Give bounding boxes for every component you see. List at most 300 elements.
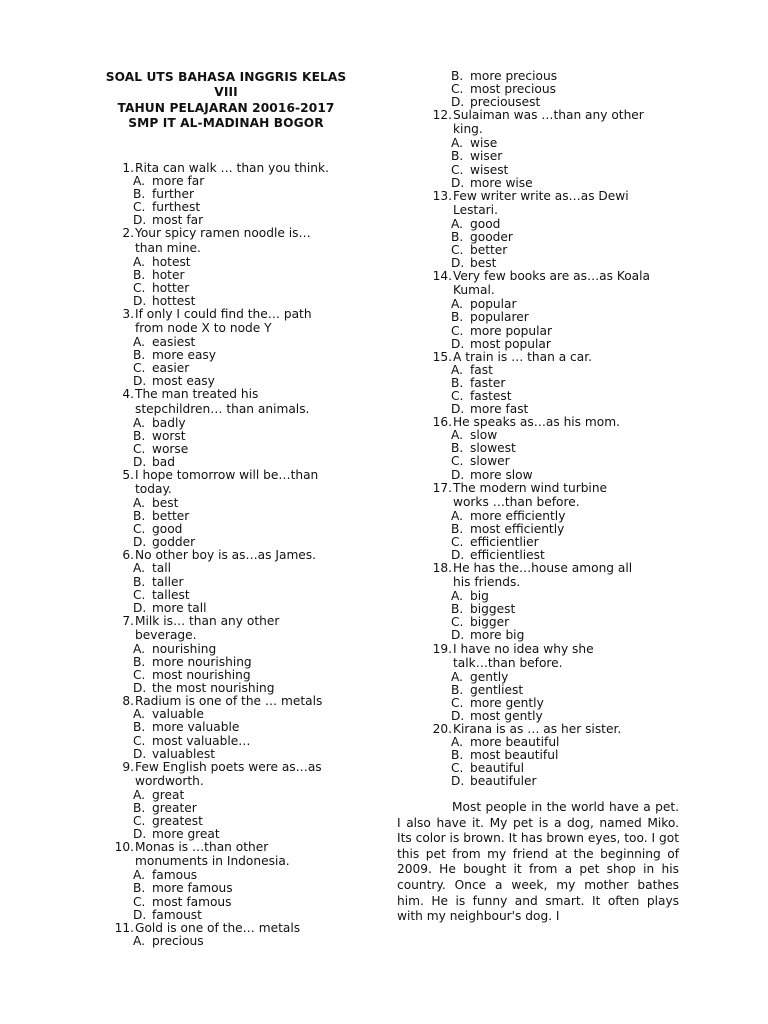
option-letter: C. [133,814,146,829]
option-text: good [152,522,183,537]
option-letter: D. [133,746,147,761]
answer-option [428,137,688,150]
option-letter: B. [133,267,146,282]
option-text: fastest [470,388,512,403]
answer-option [110,456,380,469]
option-letter: A. [133,868,145,883]
answer-option [110,721,380,734]
question-text-continued: monuments in Indonesia. [135,854,290,869]
answer-option [110,362,380,375]
question-number: 3. [122,306,134,321]
option-letter: B. [133,800,146,815]
question-text-continued: king. [453,122,483,137]
question-text-continued: today. [135,481,172,496]
option-letter: B. [451,682,464,697]
option-letter: A. [451,428,463,443]
answer-option [428,390,688,403]
answer-option [110,576,380,589]
option-text: valuablest [152,746,216,761]
option-letter: C. [451,615,464,630]
option-text: most nourishing [152,668,251,683]
answer-option [428,244,688,257]
question-12 [428,109,688,189]
answer-option [110,789,380,802]
option-letter: B. [451,310,464,325]
question-text: The modern wind turbine [453,480,608,495]
question-14 [428,270,688,350]
option-text: beautiful [470,761,524,776]
option-letter: C. [451,534,464,549]
option-letter: B. [133,509,146,524]
question-text-continued: talk…than before. [453,655,563,670]
answer-option [428,338,688,351]
answer-option [428,523,688,536]
answer-option [110,443,380,456]
question-number: 19. [432,641,452,656]
option-letter: B. [451,229,464,244]
question-text-continued: than mine. [135,240,201,255]
option-letter: D. [133,907,147,922]
option-text: nourishing [152,641,217,656]
option-letter: A. [133,174,145,189]
answer-option [110,188,380,201]
option-text: more famous [152,881,233,896]
option-text: most efficiently [470,521,565,536]
option-letter: D. [451,628,465,643]
question-5 [110,469,380,549]
answer-option [110,523,380,536]
option-text: godder [152,535,196,550]
question-text-continued: Kumal. [453,283,495,298]
option-text: easiest [152,335,196,350]
question-9 [110,761,380,841]
answer-option [110,802,380,815]
option-text: more far [152,174,205,189]
question-number: 2. [122,226,134,241]
option-text: more big [470,628,525,643]
answer-option [110,735,380,748]
option-letter: B. [133,720,146,735]
question-text: I have no idea why she [453,641,594,656]
option-text: slower [470,454,510,469]
answer-option [428,749,688,762]
option-letter: C. [451,388,464,403]
option-text: slow [470,428,498,443]
answer-option [428,231,688,244]
answer-option [428,150,688,163]
answer-option [428,83,688,96]
question-text: No other boy is as…as James. [135,548,317,563]
option-letter: A. [451,508,463,523]
option-text: worse [152,441,189,456]
option-text: best [152,495,179,510]
option-letter: C. [133,200,146,215]
option-letter: A. [133,561,145,576]
option-letter: D. [451,774,465,789]
question-3 [110,308,380,388]
option-text: more great [152,827,220,842]
question-text: A train is … than a car. [453,349,592,364]
option-text: wise [470,136,498,151]
option-text: gently [470,669,509,684]
question-number: 9. [122,759,134,774]
question-text: Monas is …than other [135,840,269,855]
option-text: taller [152,574,184,589]
option-text: more tall [152,600,207,615]
question-20 [428,723,688,788]
question-text: Very few books are as…as Koala [453,269,650,284]
option-text: famoust [152,907,202,922]
option-text: gentliest [470,682,524,697]
question-number: 15. [432,349,452,364]
option-letter: D. [451,548,465,562]
option-letter: B. [133,187,146,202]
option-text: bad [152,454,175,469]
question-number: 7. [122,613,134,628]
option-letter: A. [133,335,145,350]
question-text: Few English poets were as…as [135,759,322,774]
question-number: 10. [114,840,134,855]
option-letter: A. [133,254,145,269]
question-8 [110,695,380,760]
option-text: good [470,216,501,231]
option-letter: D. [133,600,147,615]
question-number: 17. [432,480,452,495]
option-letter: C. [451,695,464,710]
option-text: better [152,509,190,524]
answer-option [428,455,688,468]
option-letter: B. [451,748,464,763]
question-4 [110,388,380,468]
left-column [110,162,380,948]
option-text: most famous [152,894,232,909]
option-text: wisest [470,162,509,177]
option-letter: D. [133,213,147,228]
option-letter: D. [133,827,147,842]
question-text-continued: wordworth. [135,773,204,788]
option-letter: D. [451,256,465,271]
answer-option [110,336,380,349]
option-letter: A. [133,641,145,656]
option-letter: C. [133,894,146,909]
question-18 [428,562,688,642]
option-letter: B. [451,602,464,617]
question-number: 1. [122,161,134,175]
answer-option [428,70,688,83]
question-number: 11. [114,920,134,935]
option-letter: B. [133,428,146,443]
answer-option [428,325,688,338]
question-11-continued [428,70,688,109]
option-text: most valuable… [152,733,251,748]
option-text: hoter [152,267,185,282]
option-text: famous [152,868,198,883]
option-letter: A. [133,415,145,430]
option-letter: D. [451,95,465,110]
option-text: more easy [152,348,216,363]
question-2 [110,227,380,307]
question-number: 18. [432,561,452,576]
question-text: He has the…house among all [453,561,633,576]
option-text: tall [152,561,172,576]
option-letter: B. [133,348,146,363]
question-number: 5. [122,467,134,482]
answer-option [428,442,688,455]
option-text: gooder [470,229,513,244]
answer-option [428,775,688,788]
option-text: greatest [152,814,203,829]
question-number: 13. [432,188,452,203]
answer-option [110,175,380,188]
answer-option [428,164,688,177]
option-text: better [470,243,508,258]
option-letter: C. [451,162,464,177]
answer-option [428,736,688,749]
question-13 [428,190,688,270]
option-text: biggest [470,602,516,617]
answer-option [110,269,380,282]
option-text: valuable [152,707,204,722]
answer-option [428,469,688,482]
answer-option [428,536,688,549]
option-letter: C. [451,323,464,338]
option-text: beautifuler [470,774,537,789]
option-letter: D. [133,374,147,389]
option-letter: D. [451,402,465,417]
answer-option [110,201,380,214]
question-number: 4. [122,387,134,402]
option-letter: D. [133,454,147,469]
question-number: 16. [432,415,452,430]
option-letter: A. [451,136,463,151]
option-text: wiser [470,149,503,164]
option-letter: B. [133,574,146,589]
question-text: Sulaiman was …than any other [453,108,644,123]
question-text: The man treated his [135,387,259,402]
answer-option [428,697,688,710]
header-class: VIII [214,85,238,100]
answer-option [110,562,380,575]
question-text-continued: from node X to node Y [135,321,272,336]
option-letter: A. [451,362,463,377]
option-text: more wise [470,175,533,190]
answer-option [110,282,380,295]
question-text-continued: his friends. [453,575,521,590]
question-19 [428,643,688,723]
option-letter: B. [451,375,464,390]
answer-option [428,684,688,697]
answer-option [110,510,380,523]
question-number: 6. [122,548,134,563]
option-text: greater [152,800,197,815]
option-text: preciousest [470,95,541,110]
option-text: fast [470,362,493,377]
option-letter: B. [451,69,464,83]
answer-option [110,256,380,269]
answer-option [110,497,380,510]
header-school: SMP IT AL-MADINAH BOGOR [128,115,324,130]
question-text: I hope tomorrow will be…than [135,467,319,482]
answer-option [428,671,688,684]
answer-option [110,935,380,948]
option-text: faster [470,375,506,390]
option-letter: C. [451,761,464,776]
option-text: more beautiful [470,735,560,750]
question-number: 14. [432,269,452,284]
option-text: great [152,787,185,802]
question-number: 20. [432,722,452,737]
question-16 [428,416,688,481]
option-text: easier [152,361,190,376]
option-text: most beautiful [470,748,559,763]
answer-option [110,748,380,761]
option-text: more fast [470,402,529,417]
answer-option [428,311,688,324]
header-year: TAHUN PELAJARAN 20016-2017 [117,100,335,115]
option-letter: C. [133,522,146,537]
option-letter: D. [451,708,465,723]
option-letter: D. [133,681,147,696]
option-text: most popular [470,336,551,351]
option-letter: A. [133,933,145,948]
option-letter: D. [451,467,465,482]
option-text: efficientliest [470,548,545,562]
question-11 [110,922,380,948]
header-title: SOAL UTS BAHASA INGGRIS KELAS [105,70,347,84]
answer-option [428,298,688,311]
question-text: Your spicy ramen noodle is… [135,226,311,241]
option-letter: A. [451,669,463,684]
right-column [428,70,688,789]
option-text: badly [152,415,186,430]
question-text: Milk is… than any other [135,613,280,628]
option-letter: D. [133,535,147,550]
option-text: best [470,256,497,271]
option-text: more slow [470,467,533,482]
answer-option [110,589,380,602]
question-text: Rita can walk … than you think. [135,161,329,175]
answer-option [428,177,688,190]
question-7 [110,615,380,695]
option-letter: C. [133,280,146,295]
answer-option [110,815,380,828]
option-letter: A. [451,297,463,312]
question-text: Kirana is as … as her sister. [453,722,622,737]
option-text: further [152,187,195,202]
question-text: Radium is one of the … metals [135,694,323,709]
option-letter: B. [451,521,464,536]
question-text-continued: beverage. [135,627,197,642]
option-letter: C. [133,441,146,456]
option-letter: D. [451,336,465,351]
answer-option [428,429,688,442]
answer-option [110,909,380,922]
option-letter: A. [133,495,145,510]
option-text: hotest [152,254,191,269]
option-letter: C. [133,587,146,602]
option-letter: A. [451,735,463,750]
option-text: worst [152,428,186,443]
question-text-continued: works …than before. [453,494,580,509]
option-letter: B. [133,881,146,896]
answer-option [428,616,688,629]
answer-option [428,510,688,523]
option-letter: A. [133,787,145,802]
answer-option [110,708,380,721]
question-text: He speaks as…as his mom. [453,415,620,430]
option-text: furthest [152,200,201,215]
answer-option [110,295,380,308]
question-text: If only I could find the… path [135,306,312,321]
answer-option [428,629,688,642]
question-number: 12. [432,108,452,123]
answer-option [428,762,688,775]
option-letter: B. [133,655,146,669]
question-10 [110,841,380,921]
option-text: most easy [152,374,215,389]
answer-option [110,349,380,362]
option-text: tallest [152,587,190,602]
answer-option [110,869,380,882]
answer-option [110,896,380,909]
option-text: most precious [470,82,556,97]
exam-header [82,70,370,131]
answer-option [110,417,380,430]
answer-option [110,430,380,443]
option-text: more popular [470,323,552,338]
option-letter: A. [133,707,145,722]
option-letter: A. [451,589,463,604]
option-text: bigger [470,615,510,630]
option-text: more precious [470,69,558,83]
option-letter: C. [451,82,464,97]
option-text: popularer [470,310,529,325]
answer-option [428,603,688,616]
question-1 [110,162,380,227]
option-letter: C. [133,733,146,748]
option-text: most far [152,213,204,228]
option-letter: C. [451,454,464,469]
option-text: most gently [470,708,543,723]
answer-option [428,377,688,390]
option-text: hottest [152,293,196,308]
option-letter: C. [133,361,146,376]
option-text: more valuable [152,720,240,735]
answer-option [428,364,688,377]
option-text: hotter [152,280,190,295]
option-text: slowest [470,441,516,456]
option-letter: B. [451,441,464,456]
question-number: 8. [122,694,134,709]
reading-passage: Most people in the world have a pet. I also have it. My pet is a dog, named Miko. Its color is brown. It has brown eyes, too. I got this pet from my friend at the beginning of 2009. He bought it from a pet shop in his country. Once a week, my mother bathes him. He is funny and smart. It often plays with my neighbour's dog. I [397,800,679,924]
option-letter: A. [451,216,463,231]
question-6 [110,549,380,614]
option-text: more gently [470,695,544,710]
option-text: precious [152,933,204,948]
question-text: Few writer write as…as Dewi [453,188,629,203]
question-17 [428,482,688,562]
option-letter: D. [451,175,465,190]
answer-option [428,218,688,231]
question-text-continued: Lestari. [453,202,498,217]
answer-option [428,590,688,603]
option-text: more efficiently [470,508,566,523]
option-text: more nourishing [152,655,252,669]
option-text: popular [470,297,517,312]
question-15 [428,351,688,416]
option-text: big [470,589,489,604]
answer-option [110,602,380,615]
